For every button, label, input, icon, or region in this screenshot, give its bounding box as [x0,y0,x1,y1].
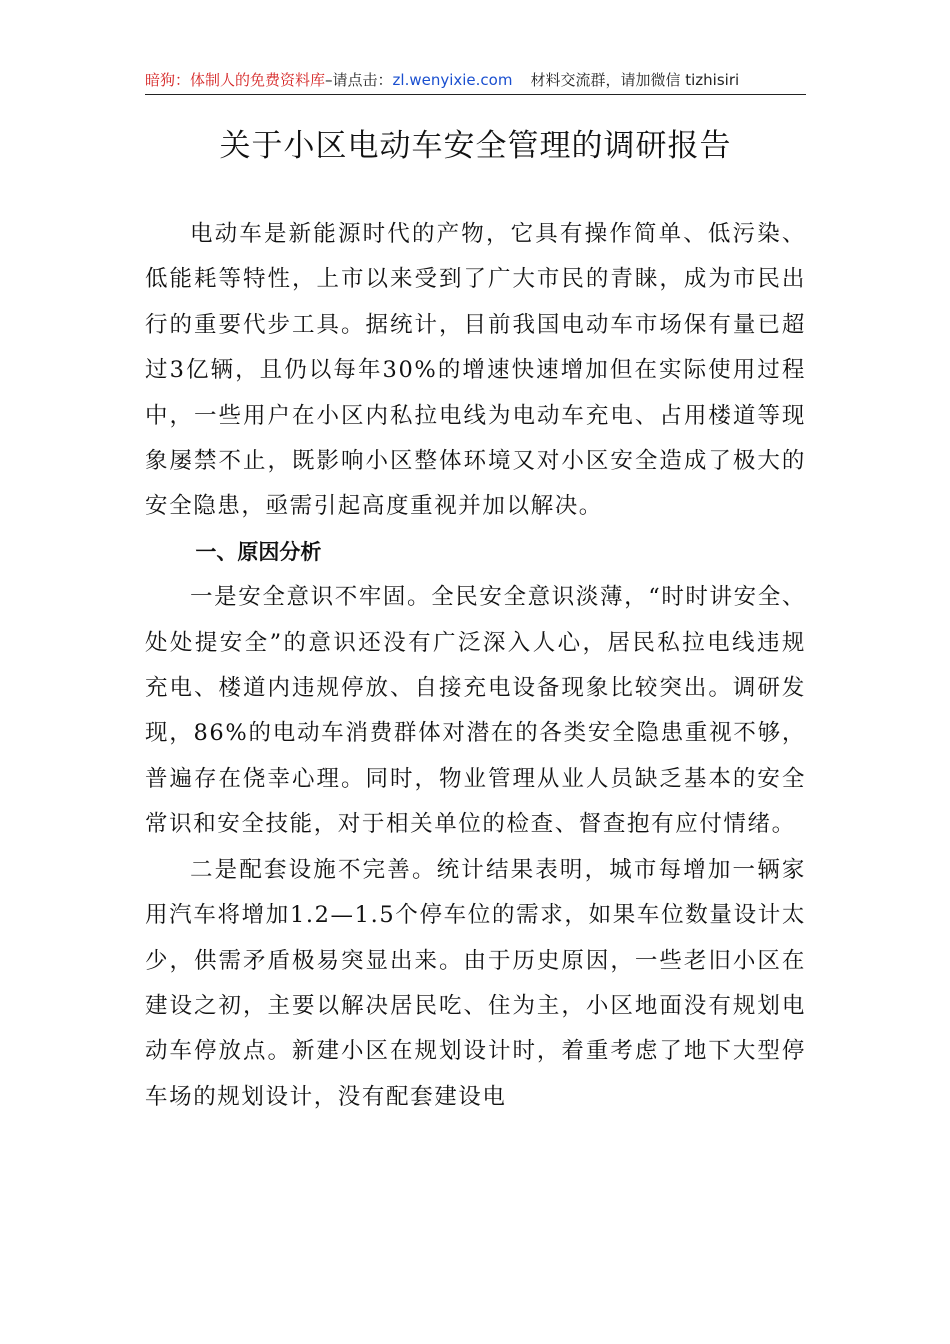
section-heading-cause-analysis: 一、原因分析 [195,539,322,564]
header-contact: 材料交流群，请加微信 tizhisiri [530,71,740,89]
header-prompt: –请点击： [325,71,393,89]
paragraph-facilities: 二是配套设施不完善。统计结果表明，城市每增加一辆家用汽车将增加1.2—1.5个停车位的需求，如果车位数量设计太少，供需矛盾极易突显出来。由于历史原因，一些老旧小区在建设之初，主要以解决居民吃、住为主，小区地面没有规划电动车停放点。新建小区在规划设计时，着重考虑了地下大型停车场的规划设计，没有配套建设电 [145,856,806,1110]
header-link[interactable]: zl.wenyixie.com [392,71,513,89]
document-title: 关于小区电动车安全管理的调研报告 [219,128,732,164]
paragraph-safety-awareness: 一是安全意识不牢固。全民安全意识淡薄，“时时讲安全、处处提安全”的意识还没有广泛深入人心，居民私拉电线违规充电、楼道内违规停放、自接充电设备现象比较突出。调研发现，86%的电动车消费群体对潜在的各类安全隐患重视不够，普遍存在侥幸心理。同时，物业管理从业人员缺乏基本的安全常识和安全技能，对于相关单位的检查、督查抱有应付情绪。 [145,584,806,838]
paragraph-intro: 电动车是新能源时代的产物，它具有操作简单、低污染、低能耗等特性，上市以来受到了广大市民的青睐，成为市民出行的重要代步工具。据统计，目前我国电动车市场保有量已超过3亿辆，且仍以每年30%的增速快速增加但在实际使用过程中，一些用户在小区内私拉电线为电动车充电、占用楼道等现象屡禁不止，既影响小区整体环境又对小区安全造成了极大的安全隐患，亟需引起高度重视并加以解决。 [145,221,806,520]
page-header [145,66,806,95]
header-brand: 暗狗：体制人的免费资料库 [145,71,326,89]
document-body [145,212,806,1120]
